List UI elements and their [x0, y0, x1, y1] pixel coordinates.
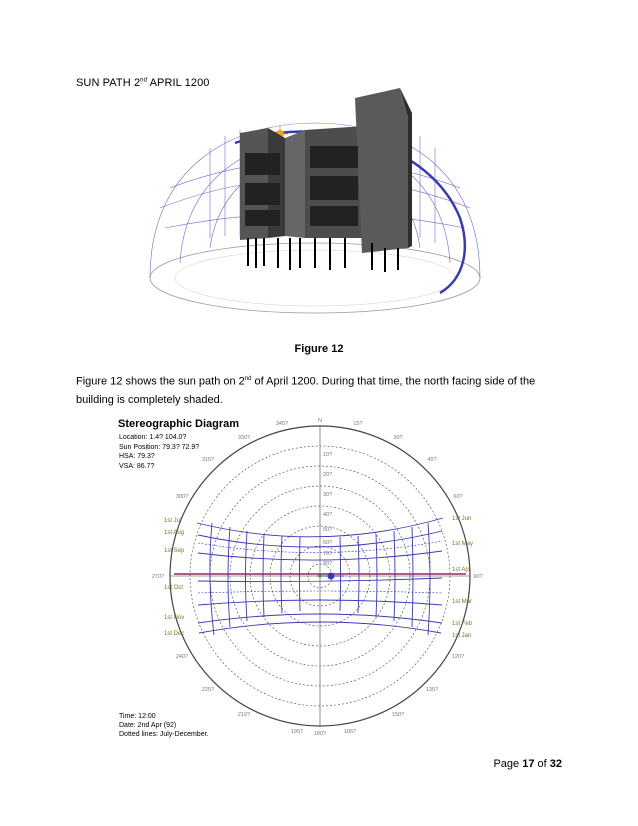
ring-50: 50? — [323, 527, 333, 533]
section-heading: SUN PATH 2nd APRIL 1200 — [76, 77, 210, 89]
month-mar: 1st Mar — [452, 599, 473, 605]
page-total: 32 — [549, 758, 562, 770]
compass-150: 150? — [391, 712, 405, 718]
month-jun: 1st Jun — [452, 516, 472, 522]
stereo-footer — [119, 712, 208, 739]
compass-30: 30? — [393, 435, 403, 441]
compass-225: 225? — [201, 687, 215, 693]
compass-345: 345? — [275, 421, 289, 427]
figure-caption: Figure 12 — [294, 343, 344, 355]
info-location: Location: 1.4? 104.0? — [119, 434, 187, 441]
page-number: 17 — [522, 758, 535, 770]
month-dec: 1st Dec — [164, 631, 185, 637]
info-sun-position: Sun Position: 79.3? 72.9? — [119, 443, 200, 451]
compass-90: 90? — [473, 574, 483, 580]
month-apr: 1st Apr — [452, 567, 471, 573]
info-vsa: VSA: 86.7? — [119, 462, 155, 470]
compass-210: 210? — [237, 712, 251, 718]
compass-165: 165? — [343, 729, 357, 735]
info-hsa: HSA: 79.3? — [119, 453, 155, 460]
month-jan: 1st Jan — [452, 633, 472, 639]
ring-20: 20? — [323, 472, 333, 478]
compass-195: 195? — [290, 729, 304, 735]
compass-n: N — [318, 418, 322, 424]
month-sep: 1st Sep — [164, 548, 185, 554]
month-oct: 1st Oct — [164, 585, 184, 591]
ring-80: 80? — [323, 561, 333, 567]
compass-120: 120? — [451, 654, 465, 660]
compass-330: 330? — [237, 435, 251, 441]
foot-time: Time: 12:00 — [119, 713, 156, 720]
ring-40: 40? — [323, 512, 333, 518]
compass-240: 240? — [175, 654, 189, 660]
month-aug: 1st Aug — [164, 530, 185, 536]
compass-300: 300? — [175, 494, 189, 500]
month-jul: 1st Jul — [164, 518, 182, 524]
compass-60: 60? — [453, 494, 463, 500]
foot-dotted: Dotted lines: July-December. — [119, 731, 209, 738]
compass-180: 180? — [313, 731, 327, 737]
foot-date: Date: 2nd Apr (92) — [119, 722, 177, 729]
sun-path-3d-figure — [140, 88, 490, 316]
ring-30: 30? — [323, 492, 333, 498]
compass-315: 315? — [201, 457, 215, 463]
compass-135: 135? — [425, 687, 439, 693]
stereo-title: Stereographic Diagram — [118, 418, 240, 430]
body-paragraph: Figure 12 shows the sun path on 2nd of April 1200. During that time, the north facing side of the building is completely shaded. — [76, 375, 536, 406]
compass-270: 270? — [151, 574, 165, 580]
compass-45: 45? — [427, 457, 437, 463]
month-feb: 1st Feb — [452, 621, 473, 627]
page-footer: Page 17 of 32 — [493, 758, 562, 770]
ring-10: 10? — [323, 452, 333, 458]
month-may: 1st May — [452, 541, 474, 547]
compass-15: 15? — [353, 421, 363, 427]
ring-70: 70? — [323, 551, 333, 557]
month-nov: 1st Nov — [164, 615, 185, 621]
ring-60: 60? — [323, 540, 333, 546]
stereo-info — [119, 433, 199, 471]
